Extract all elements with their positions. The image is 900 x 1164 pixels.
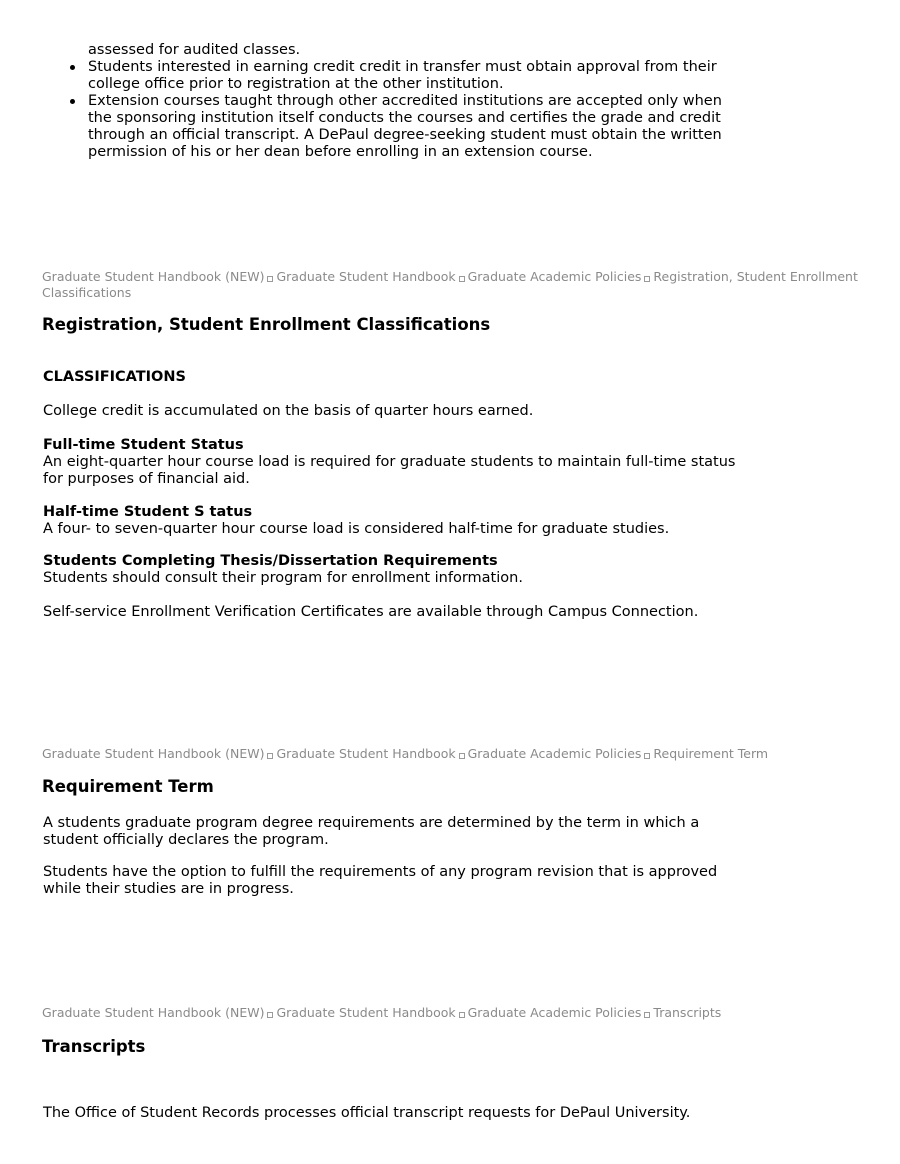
- subheading: CLASSIFICATIONS: [43, 369, 186, 385]
- breadcrumb-separator-icon: [644, 276, 650, 282]
- breadcrumb-link[interactable]: Graduate Academic Policies: [467, 746, 642, 761]
- breadcrumb-link[interactable]: Graduate Academic Policies: [467, 269, 642, 284]
- breadcrumb-separator-icon: [644, 1012, 650, 1018]
- breadcrumb: [42, 1005, 872, 1021]
- continued-bullet-list: [88, 42, 748, 161]
- breadcrumb-link[interactable]: Graduate Student Handbook (NEW): [42, 269, 265, 284]
- breadcrumb-current: Requirement Term: [653, 746, 769, 761]
- breadcrumb-link[interactable]: Graduate Student Handbook: [276, 1005, 456, 1020]
- paragraph: A students graduate program degree requirements are determined by the term in which a student officially declares the program.: [43, 815, 700, 848]
- breadcrumb-link[interactable]: Graduate Student Handbook (NEW): [42, 746, 265, 761]
- block-text: Students should consult their program for enrollment information.: [43, 570, 523, 586]
- block-text: An eight-quarter hour course load is required for graduate students to maintain full-time status for purposes of financial aid.: [43, 454, 736, 487]
- breadcrumb-link[interactable]: Graduate Student Handbook: [276, 746, 456, 761]
- breadcrumb-current: Registration, Student Enrollment Classifications: [42, 269, 858, 300]
- breadcrumb-separator-icon: [267, 1012, 273, 1018]
- paragraph: Students have the option to fulfill the requirements of any program revision that is approved while their studies are in progress.: [43, 864, 718, 897]
- breadcrumb: [42, 269, 872, 300]
- breadcrumb-separator-icon: [644, 753, 650, 759]
- breadcrumb: [42, 746, 872, 762]
- paragraph: College credit is accumulated on the basis of quarter hours earned.: [43, 403, 534, 419]
- status-block: [43, 553, 743, 587]
- breadcrumb-separator-icon: [459, 1012, 465, 1018]
- paragraph: Self-service Enrollment Verification Certificates are available through Campus Connection.: [43, 604, 699, 620]
- block-heading: Full-time Student Status: [43, 437, 244, 453]
- breadcrumb-current: Transcripts: [653, 1005, 722, 1020]
- breadcrumb-separator-icon: [459, 753, 465, 759]
- list-item: Students interested in earning credit credit in transfer must obtain approval from their college office prior to registration at the other institution.: [88, 59, 748, 93]
- breadcrumb-separator-icon: [267, 753, 273, 759]
- block-heading: Half-time Student S tatus: [43, 504, 253, 520]
- breadcrumb-link[interactable]: Graduate Academic Policies: [467, 1005, 642, 1020]
- breadcrumb-link[interactable]: Graduate Student Handbook (NEW): [42, 1005, 265, 1020]
- section-title: Registration, Student Enrollment Classifications: [42, 315, 491, 334]
- breadcrumb-link[interactable]: Graduate Student Handbook: [276, 269, 456, 284]
- section-title: Transcripts: [42, 1037, 146, 1056]
- status-block: [43, 504, 743, 538]
- breadcrumb-separator-icon: [267, 276, 273, 282]
- bullet-list: [88, 59, 748, 161]
- list-item: Extension courses taught through other accredited institutions are accepted only when the sponsoring institution itself conducts the courses and certifies the grade and credit through an official transcript. A DePaul degree-seeking student must obtain the written permission of his or her dean before enrolling in an extension course.: [88, 93, 748, 161]
- continued-text: assessed for audited classes.: [88, 42, 301, 58]
- paragraph: The Office of Student Records processes official transcript requests for DePaul University.: [43, 1105, 691, 1121]
- block-text: A four- to seven-quarter hour course load is considered half-time for graduate studies.: [43, 521, 670, 537]
- block-heading: Students Completing Thesis/Dissertation Requirements: [43, 553, 498, 569]
- section-title: Requirement Term: [42, 777, 214, 796]
- breadcrumb-separator-icon: [459, 276, 465, 282]
- status-block: [43, 437, 743, 488]
